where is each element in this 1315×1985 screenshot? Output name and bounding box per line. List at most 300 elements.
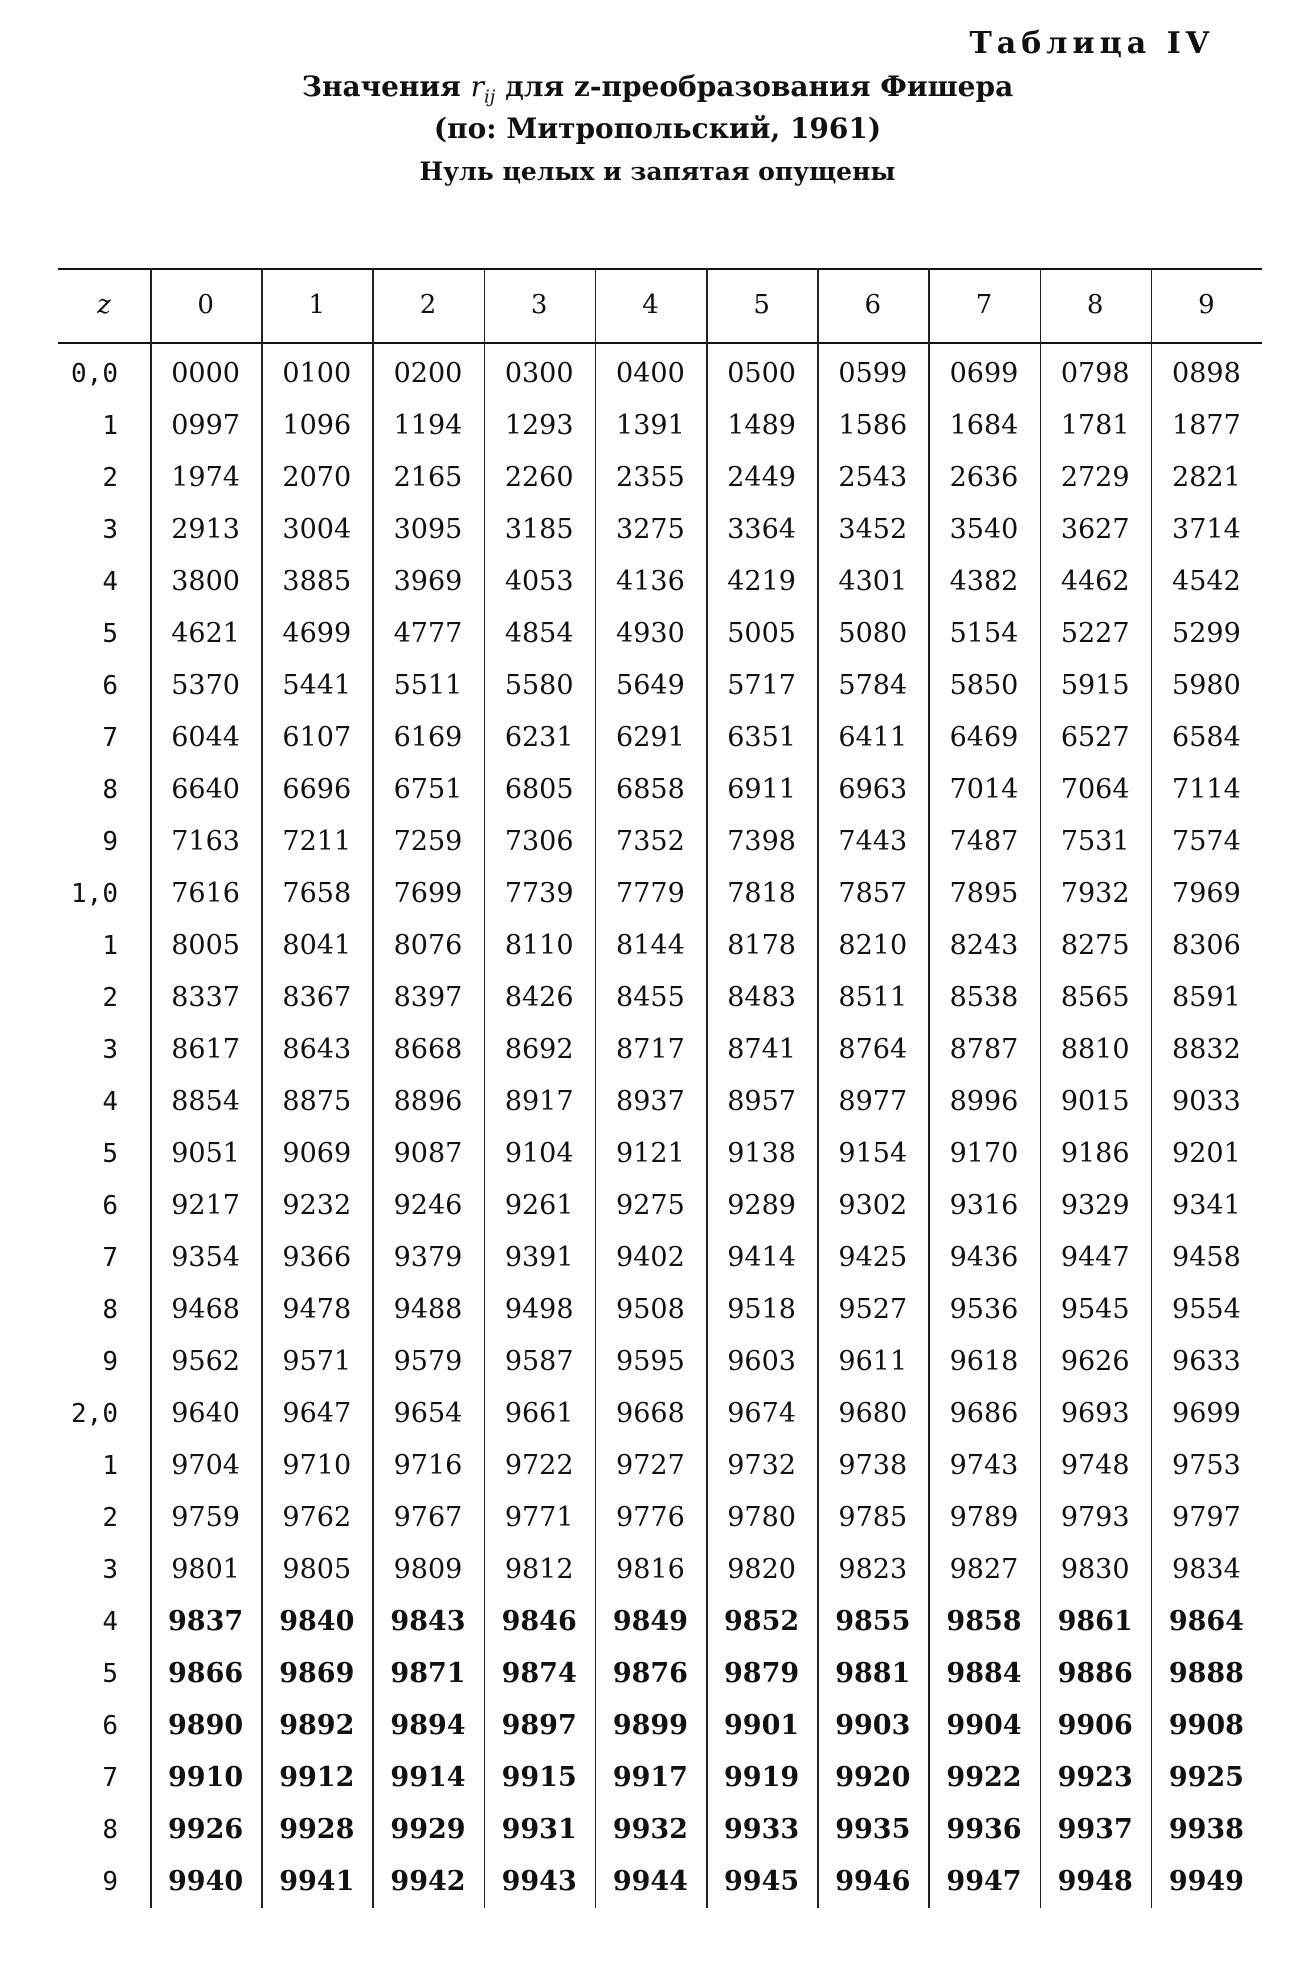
table-cell: 3969	[393, 566, 463, 597]
z-value: 6	[102, 671, 118, 701]
table-cell: 7443	[838, 826, 908, 857]
table-cell: 9938	[1168, 1814, 1244, 1845]
table-cell: 9871	[390, 1658, 466, 1689]
table-cell: 9947	[946, 1866, 1022, 1897]
table-cell: 2260	[504, 462, 574, 493]
table-cell: 9926	[168, 1814, 244, 1845]
table-cell: 3540	[949, 514, 1019, 545]
table-cell: 8810	[1060, 1034, 1130, 1065]
table-cell: 0200	[393, 358, 463, 389]
table-cell: 9846	[501, 1606, 577, 1637]
table-cell: 5227	[1060, 618, 1130, 649]
table-cell: 9402	[616, 1242, 685, 1273]
table-cell: 7064	[1060, 774, 1130, 805]
table-cell: 7969	[1172, 878, 1241, 909]
table-row	[58, 764, 1262, 816]
table-cell: 9518	[727, 1294, 796, 1325]
z-column-header: z	[97, 290, 111, 320]
table-row	[58, 1752, 1262, 1804]
table-cell: 9858	[946, 1606, 1022, 1637]
table-row	[58, 1648, 1262, 1700]
table-cell: 9886	[1057, 1658, 1133, 1689]
table-cell: 9812	[504, 1554, 574, 1585]
table-cell: 9805	[282, 1554, 352, 1585]
table-cell: 7895	[949, 878, 1019, 909]
table-cell: 8896	[393, 1086, 463, 1117]
z-value: 6	[102, 1711, 118, 1741]
table-cell: 8717	[616, 1034, 685, 1065]
table-cell: 0500	[727, 358, 796, 389]
table-cell: 8538	[949, 982, 1019, 1013]
table-cell: 4542	[1172, 566, 1241, 597]
table-cell: 7779	[616, 878, 685, 909]
table-cell: 5649	[616, 670, 685, 701]
table-cell: 9933	[724, 1814, 800, 1845]
table-cell: 7658	[282, 878, 352, 909]
table-cell: 9881	[835, 1658, 911, 1689]
table-cell: 9946	[835, 1866, 911, 1897]
table-cell: 4777	[393, 618, 463, 649]
table-cell: 9661	[504, 1398, 574, 1429]
table-cell: 4621	[171, 618, 240, 649]
table-cell: 9379	[393, 1242, 463, 1273]
table-cell: 7616	[171, 878, 240, 909]
table-cell: 9217	[171, 1190, 240, 1221]
table-source: (по: Митропольский, 1961)	[433, 112, 882, 145]
table-row	[58, 348, 1262, 400]
table-cell: 8565	[1060, 982, 1130, 1013]
table-row	[58, 920, 1262, 972]
table-cell: 9942	[390, 1866, 466, 1897]
z-value: 8	[102, 1815, 118, 1845]
title-symbol: r	[470, 70, 484, 103]
table-cell: 9945	[724, 1866, 800, 1897]
z-value: 9	[102, 827, 118, 857]
table-cell: 8741	[727, 1034, 796, 1065]
table-cell: 5511	[393, 670, 463, 701]
table-cell: 3714	[1172, 514, 1241, 545]
z-value: 2	[102, 463, 118, 493]
table-cell: 9087	[393, 1138, 463, 1169]
table-cell: 2070	[282, 462, 352, 493]
table-cell: 9809	[393, 1554, 463, 1585]
table-cell: 8854	[171, 1086, 240, 1117]
table-cell: 8426	[504, 982, 574, 1013]
table-cell: 1391	[616, 410, 685, 441]
table-cell: 9579	[393, 1346, 463, 1377]
table-cell: 6469	[949, 722, 1019, 753]
table-cell: 7259	[393, 826, 463, 857]
table-cell: 9906	[1057, 1710, 1133, 1741]
table-cell: 9668	[616, 1398, 685, 1429]
z-value: 4	[102, 1087, 118, 1117]
table-cell: 0997	[171, 410, 240, 441]
table-cell: 7932	[1060, 878, 1130, 909]
table-cell: 9949	[1168, 1866, 1244, 1897]
table-row	[58, 504, 1262, 556]
table-row	[58, 1336, 1262, 1388]
table-cell: 0100	[282, 358, 352, 389]
column-header: 2	[419, 290, 437, 320]
table-cell: 9618	[949, 1346, 1019, 1377]
table-cell: 9936	[946, 1814, 1022, 1845]
table-cell: 5717	[727, 670, 796, 701]
table-cell: 9033	[1172, 1086, 1241, 1117]
table-cell: 9855	[835, 1606, 911, 1637]
table-cell: 9246	[393, 1190, 463, 1221]
table-cell: 9899	[612, 1710, 688, 1741]
table-row	[58, 1856, 1262, 1908]
table-cell: 5915	[1060, 670, 1130, 701]
table-cell: 9498	[504, 1294, 574, 1325]
table-cell: 9738	[838, 1450, 908, 1481]
table-cell: 9587	[504, 1346, 574, 1377]
table-cell: 8764	[838, 1034, 908, 1065]
table-cell: 6107	[282, 722, 352, 753]
table-header-rule	[58, 342, 1262, 344]
table-cell: 8397	[393, 982, 463, 1013]
table-label: Таблица IV	[969, 26, 1214, 61]
table-cell: 2821	[1172, 462, 1241, 493]
table-cell: 7699	[393, 878, 463, 909]
table-cell: 9554	[1172, 1294, 1241, 1325]
table-cell: 9686	[949, 1398, 1019, 1429]
table-cell: 9121	[616, 1138, 685, 1169]
z-value: 5	[102, 1659, 118, 1689]
table-row	[58, 400, 1262, 452]
z-value: 8	[102, 1295, 118, 1325]
table-cell: 9816	[616, 1554, 685, 1585]
table-cell: 3627	[1060, 514, 1130, 545]
table-cell: 9917	[612, 1762, 688, 1793]
table-cell: 1293	[504, 410, 574, 441]
table-cell: 9753	[1172, 1450, 1241, 1481]
table-cell: 1586	[838, 410, 908, 441]
table-row	[58, 1804, 1262, 1856]
table-cell: 1684	[949, 410, 1019, 441]
z-value: 2	[102, 1503, 118, 1533]
table-cell: 3800	[171, 566, 240, 597]
table-cell: 2729	[1060, 462, 1130, 493]
table-cell: 9943	[501, 1866, 577, 1897]
table-row	[58, 452, 1262, 504]
table-cell: 9776	[616, 1502, 685, 1533]
z-value: 5	[102, 1139, 118, 1169]
table-cell: 9436	[949, 1242, 1019, 1273]
table-cell: 4699	[282, 618, 352, 649]
table-cell: 9732	[727, 1450, 796, 1481]
table-cell: 9527	[838, 1294, 908, 1325]
table-cell: 2913	[171, 514, 240, 545]
table-cell: 9170	[949, 1138, 1019, 1169]
table-row	[58, 1128, 1262, 1180]
table-cell: 9827	[949, 1554, 1019, 1585]
table-cell: 9414	[727, 1242, 796, 1273]
table-cell: 8178	[727, 930, 796, 961]
table-cell: 9912	[279, 1762, 355, 1793]
table-cell: 8832	[1172, 1034, 1241, 1065]
table-cell: 8787	[949, 1034, 1019, 1065]
table-cell: 7398	[727, 826, 796, 857]
table-cell: 9633	[1172, 1346, 1241, 1377]
table-cell: 9316	[949, 1190, 1019, 1221]
z-value: 7	[102, 723, 118, 753]
table-cell: 7487	[949, 826, 1019, 857]
table-cell: 9289	[727, 1190, 796, 1221]
table-cell: 9391	[504, 1242, 574, 1273]
table-cell: 9837	[168, 1606, 244, 1637]
table-cell: 9458	[1172, 1242, 1241, 1273]
table-cell: 5005	[727, 618, 796, 649]
table-cell: 1489	[727, 410, 796, 441]
table-row	[58, 1388, 1262, 1440]
table-cell: 9879	[724, 1658, 800, 1689]
table-row	[58, 1232, 1262, 1284]
table-cell: 6291	[616, 722, 685, 753]
table-row	[58, 1180, 1262, 1232]
table-cell: 6411	[838, 722, 908, 753]
table-cell: 2636	[949, 462, 1019, 493]
table-cell: 9201	[1172, 1138, 1241, 1169]
table-cell: 8617	[171, 1034, 240, 1065]
z-value: 7	[102, 1763, 118, 1793]
z-value: 3	[102, 1035, 118, 1065]
table-cell: 9922	[946, 1762, 1022, 1793]
table-cell: 8692	[504, 1034, 574, 1065]
column-header: 3	[530, 290, 548, 320]
table-row	[58, 1076, 1262, 1128]
table-cell: 9925	[1168, 1762, 1244, 1793]
column-header: 8	[1086, 290, 1104, 320]
table-cell: 8668	[393, 1034, 463, 1065]
table-cell: 9793	[1060, 1502, 1130, 1533]
table-cell: 8041	[282, 930, 352, 961]
z-value: 9	[102, 1347, 118, 1377]
table-cell: 9929	[390, 1814, 466, 1845]
table-cell: 9716	[393, 1450, 463, 1481]
table-cell: 9894	[390, 1710, 466, 1741]
table-cell: 9861	[1057, 1606, 1133, 1637]
table-cell: 4382	[949, 566, 1019, 597]
table-cell: 9488	[393, 1294, 463, 1325]
column-header: 6	[864, 290, 882, 320]
table-cell: 3004	[282, 514, 352, 545]
table-cell: 9611	[838, 1346, 908, 1377]
table-cell: 6640	[171, 774, 240, 805]
table-cell: 9759	[171, 1502, 240, 1533]
table-cell: 9571	[282, 1346, 352, 1377]
table-cell: 9232	[282, 1190, 352, 1221]
table-cell: 9626	[1060, 1346, 1130, 1377]
column-header: 4	[642, 290, 659, 320]
table-cell: 1096	[282, 410, 352, 441]
table-cell: 3185	[504, 514, 574, 545]
table-cell: 0599	[838, 358, 908, 389]
table-cell: 9931	[501, 1814, 577, 1845]
table-cell: 9780	[727, 1502, 796, 1533]
table-cell: 6696	[282, 774, 352, 805]
table-row	[58, 608, 1262, 660]
table-cell: 9944	[612, 1866, 688, 1897]
table-cell: 9797	[1172, 1502, 1241, 1533]
table-cell: 6231	[504, 722, 574, 753]
table-cell: 7531	[1060, 826, 1130, 857]
table-cell: 5784	[838, 670, 908, 701]
table-cell: 8996	[949, 1086, 1019, 1117]
table-cell: 9928	[279, 1814, 355, 1845]
table-cell: 9948	[1057, 1866, 1133, 1897]
table-cell: 9901	[724, 1710, 800, 1741]
z-value: 2	[102, 983, 118, 1013]
table-row	[58, 868, 1262, 920]
table-cell: 2355	[616, 462, 685, 493]
table-cell: 9920	[835, 1762, 911, 1793]
table-cell: 0000	[171, 358, 240, 389]
table-cell: 9823	[838, 1554, 908, 1585]
table-cell: 9722	[504, 1450, 574, 1481]
table-cell: 8243	[949, 930, 1019, 961]
table-row	[58, 1024, 1262, 1076]
table-cell: 5980	[1172, 670, 1241, 701]
table-cell: 4301	[838, 566, 908, 597]
column-header: 0	[197, 290, 214, 320]
table-cell: 9186	[1060, 1138, 1130, 1169]
table-cell: 9834	[1172, 1554, 1241, 1585]
table-cell: 3095	[393, 514, 463, 545]
table-cell: 9154	[838, 1138, 908, 1169]
table-cell: 9937	[1057, 1814, 1133, 1845]
table-cell: 3885	[282, 566, 352, 597]
table-cell: 6858	[616, 774, 685, 805]
table-row	[58, 1544, 1262, 1596]
table-cell: 9908	[1168, 1710, 1244, 1741]
table-cell: 6169	[393, 722, 463, 753]
table-cell: 9603	[727, 1346, 796, 1377]
table-cell: 9468	[171, 1294, 240, 1325]
table-cell: 6527	[1060, 722, 1130, 753]
table-cell: 8483	[727, 982, 796, 1013]
title-prefix: Значения	[301, 70, 461, 103]
table-cell: 9890	[168, 1710, 244, 1741]
table-cell: 9743	[949, 1450, 1019, 1481]
table-row	[58, 1284, 1262, 1336]
table-cell: 7211	[282, 826, 352, 857]
table-cell: 8275	[1060, 930, 1130, 961]
table-cell: 9904	[946, 1710, 1022, 1741]
table-cell: 0798	[1060, 358, 1130, 389]
table-cell: 9015	[1060, 1086, 1130, 1117]
table-row	[58, 712, 1262, 764]
title-subscript: ij	[484, 86, 496, 108]
table-cell: 8337	[171, 982, 240, 1013]
table-cell: 5370	[171, 670, 240, 701]
table-cell: 5154	[949, 618, 1019, 649]
table-cell: 9366	[282, 1242, 352, 1273]
table-cell: 9562	[171, 1346, 240, 1377]
table-cell: 9935	[835, 1814, 911, 1845]
table-cell: 1877	[1172, 410, 1241, 441]
table-cell: 1781	[1060, 410, 1130, 441]
table-cell: 8643	[282, 1034, 352, 1065]
table-cell: 9693	[1060, 1398, 1130, 1429]
table-cell: 9876	[612, 1658, 688, 1689]
table-cell: 0699	[949, 358, 1019, 389]
table-cell: 5580	[504, 670, 574, 701]
table-cell: 4053	[504, 566, 574, 597]
table-cell: 9940	[168, 1866, 244, 1897]
table-cell: 3275	[616, 514, 685, 545]
table-cell: 8511	[838, 982, 908, 1013]
table-cell: 8210	[838, 930, 908, 961]
table-cell: 9869	[279, 1658, 355, 1689]
table-cell: 9843	[390, 1606, 466, 1637]
table-cell: 9903	[835, 1710, 911, 1741]
z-value: 7	[102, 1243, 118, 1273]
table-cell: 9354	[171, 1242, 240, 1273]
table-note: Нуль целых и запятая опущены	[419, 157, 896, 186]
table-cell: 5299	[1172, 618, 1241, 649]
table-cell: 8591	[1172, 982, 1241, 1013]
table-cell: 9849	[612, 1606, 688, 1637]
table-cell: 2449	[727, 462, 796, 493]
table-cell: 5441	[282, 670, 352, 701]
table-cell: 9923	[1057, 1762, 1133, 1793]
table-cell: 9704	[171, 1450, 240, 1481]
table-cell: 9910	[168, 1762, 244, 1793]
table-cell: 9771	[504, 1502, 574, 1533]
table-cell: 9884	[946, 1658, 1022, 1689]
table-cell: 9914	[390, 1762, 466, 1793]
table-cell: 4854	[504, 618, 574, 649]
table-cell: 6751	[393, 774, 463, 805]
table-cell: 8110	[504, 930, 574, 961]
table-cell: 9727	[616, 1450, 685, 1481]
table-cell: 4219	[727, 566, 796, 597]
table-cell: 9897	[501, 1710, 577, 1741]
table-row	[58, 1700, 1262, 1752]
table-cell: 9329	[1060, 1190, 1130, 1221]
table-cell: 9864	[1168, 1606, 1244, 1637]
table-cell: 0400	[616, 358, 685, 389]
table-cell: 8455	[616, 982, 685, 1013]
table-title	[0, 70, 1315, 108]
table-cell: 9069	[282, 1138, 352, 1169]
table-cell: 7574	[1172, 826, 1241, 857]
table-cell: 9789	[949, 1502, 1019, 1533]
table-cell: 9801	[171, 1554, 240, 1585]
z-value: 1	[102, 1451, 118, 1481]
table-cell: 2543	[838, 462, 908, 493]
table-row	[58, 556, 1262, 608]
table-cell: 9640	[171, 1398, 240, 1429]
table-cell: 9820	[727, 1554, 796, 1585]
table-cell: 1194	[393, 410, 463, 441]
table-cell: 6911	[727, 774, 796, 805]
table-cell: 0300	[504, 358, 574, 389]
table-cell: 4462	[1060, 566, 1130, 597]
table-row	[58, 660, 1262, 712]
table-cell: 6963	[838, 774, 908, 805]
table-cell: 6044	[171, 722, 240, 753]
table-cell: 9478	[282, 1294, 352, 1325]
table-cell: 7352	[616, 826, 685, 857]
table-cell: 8977	[838, 1086, 908, 1117]
table-cell: 9302	[838, 1190, 908, 1221]
table-row	[58, 1492, 1262, 1544]
table-cell: 4930	[616, 618, 685, 649]
table-cell: 9275	[616, 1190, 685, 1221]
table-row	[58, 972, 1262, 1024]
